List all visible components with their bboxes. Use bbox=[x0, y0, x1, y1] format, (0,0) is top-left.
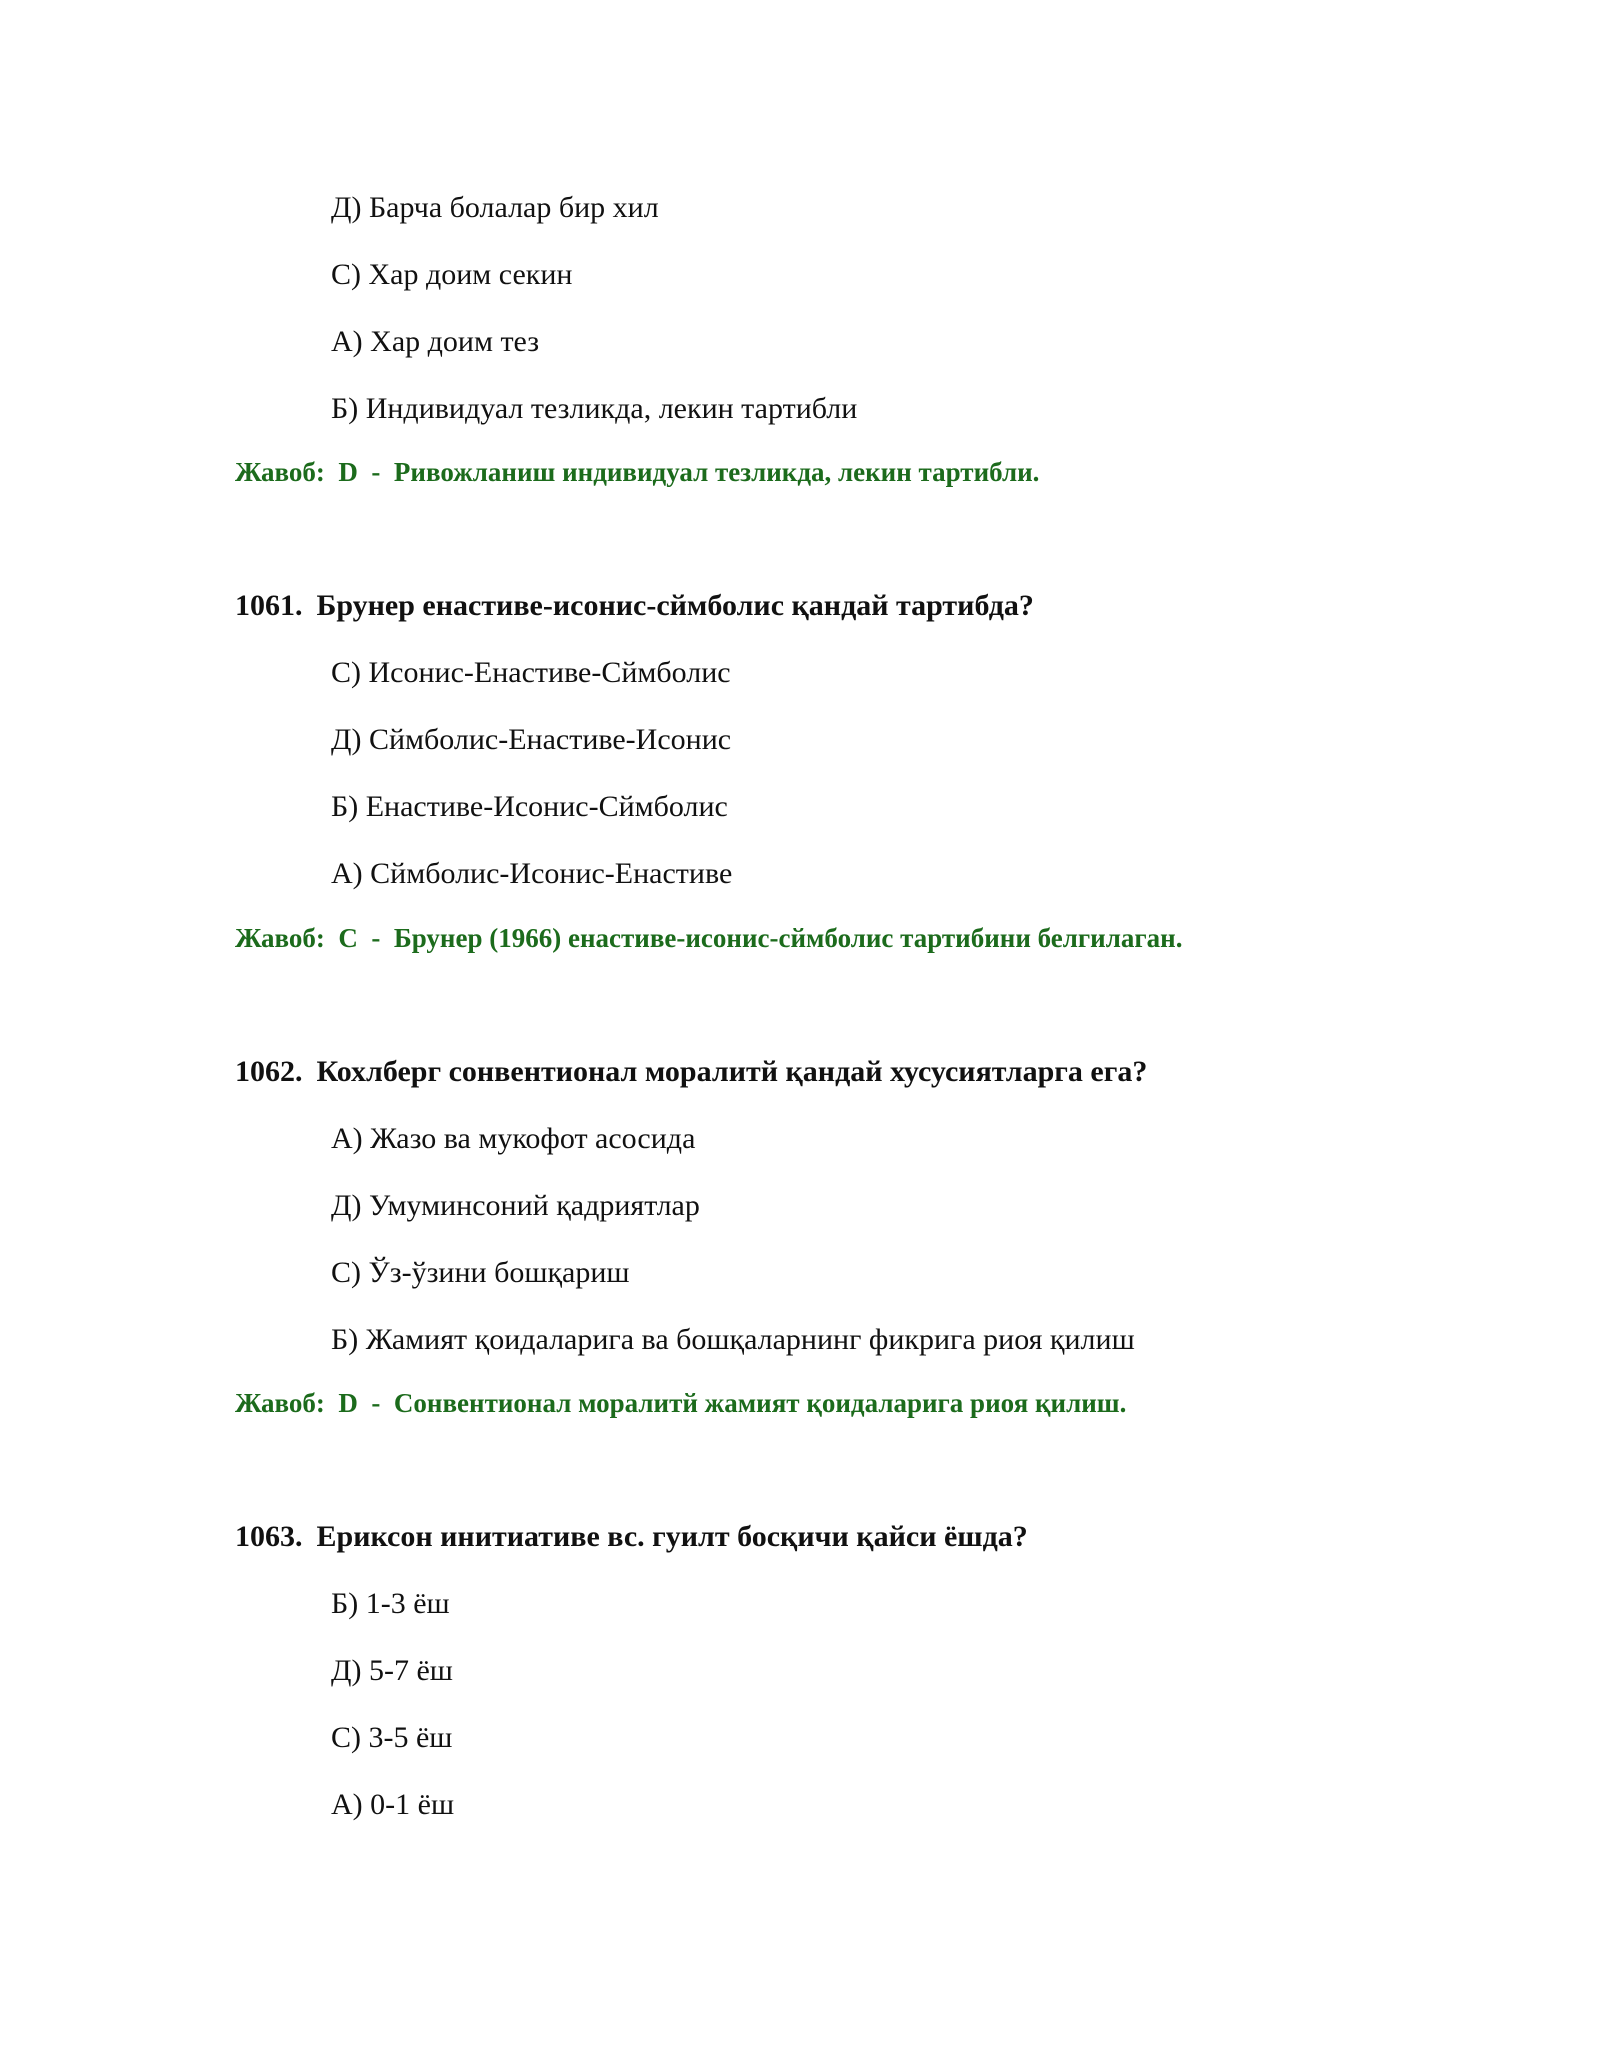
answer-explanation: Ривожланиш индивидуал тезликда, лекин тартибли. bbox=[393, 457, 1040, 487]
option-text: С) 3-5 ёш bbox=[331, 1721, 453, 1754]
answer-prefix: Жавоб: bbox=[235, 923, 325, 953]
question-text: Ериксон инитиативе вс. гуилт босқичи қайси ёшда? bbox=[316, 1520, 1028, 1553]
question-number: 1063. bbox=[235, 1520, 303, 1553]
option-text: Д) 5-7 ёш bbox=[331, 1654, 453, 1687]
answer-letter: C bbox=[338, 923, 358, 953]
option-text: С) Исонис-Енастиве-Сймболис bbox=[331, 656, 731, 689]
answer-dash: - bbox=[371, 457, 381, 487]
option-text: Д) Умуминсоний қадриятлар bbox=[331, 1189, 700, 1222]
answer-letter: D bbox=[338, 457, 358, 487]
answer-line bbox=[235, 1390, 1126, 1417]
option-text: А) Жазо ва мукофот асосида bbox=[331, 1122, 696, 1155]
question-heading bbox=[235, 1522, 1028, 1552]
option-text: Б) Индивидуал тезликда, лекин тартибли bbox=[331, 392, 858, 425]
option-text: А) Сймболис-Исонис-Енастиве bbox=[331, 857, 733, 890]
option-text: С) Хар доим секин bbox=[331, 258, 573, 291]
question-text: Брунер енастиве-исонис-сймболис қандай тартибда? bbox=[316, 589, 1034, 622]
question-number: 1061. bbox=[235, 589, 303, 622]
question-heading bbox=[235, 591, 1034, 621]
answer-dash: - bbox=[371, 923, 381, 953]
answer-line bbox=[235, 459, 1039, 486]
answer-explanation: Сонвентионал моралитй жамият қоидаларига риоя қилиш. bbox=[393, 1388, 1127, 1418]
answer-prefix: Жавоб: bbox=[235, 457, 325, 487]
option-text: А) 0-1 ёш bbox=[331, 1788, 455, 1821]
answer-explanation: Брунер (1966) енастиве-исонис-сймболис тартибини белгилаган. bbox=[393, 923, 1183, 953]
answer-dash: - bbox=[371, 1388, 381, 1418]
question-number: 1062. bbox=[235, 1055, 303, 1088]
question-heading bbox=[235, 1057, 1147, 1087]
option-text: Б) Жамият қоидаларига ва бошқаларнинг фикрига риоя қилиш bbox=[331, 1323, 1135, 1356]
option-text: С) Ўз-ўзини бошқариш bbox=[331, 1256, 630, 1289]
option-text: Б) Енастиве-Исонис-Сймболис bbox=[331, 790, 728, 823]
option-text: Д) Сймболис-Енастиве-Исонис bbox=[331, 723, 732, 756]
answer-prefix: Жавоб: bbox=[235, 1388, 325, 1418]
answer-line bbox=[235, 925, 1182, 952]
option-text: Б) 1-3 ёш bbox=[331, 1587, 450, 1620]
answer-letter: D bbox=[338, 1388, 358, 1418]
option-text: Д) Барча болалар бир хил bbox=[331, 191, 659, 224]
question-text: Кохлберг сонвентионал моралитй қандай хусусиятларга ега? bbox=[316, 1055, 1148, 1088]
option-text: А) Хар доим тез bbox=[331, 325, 540, 358]
